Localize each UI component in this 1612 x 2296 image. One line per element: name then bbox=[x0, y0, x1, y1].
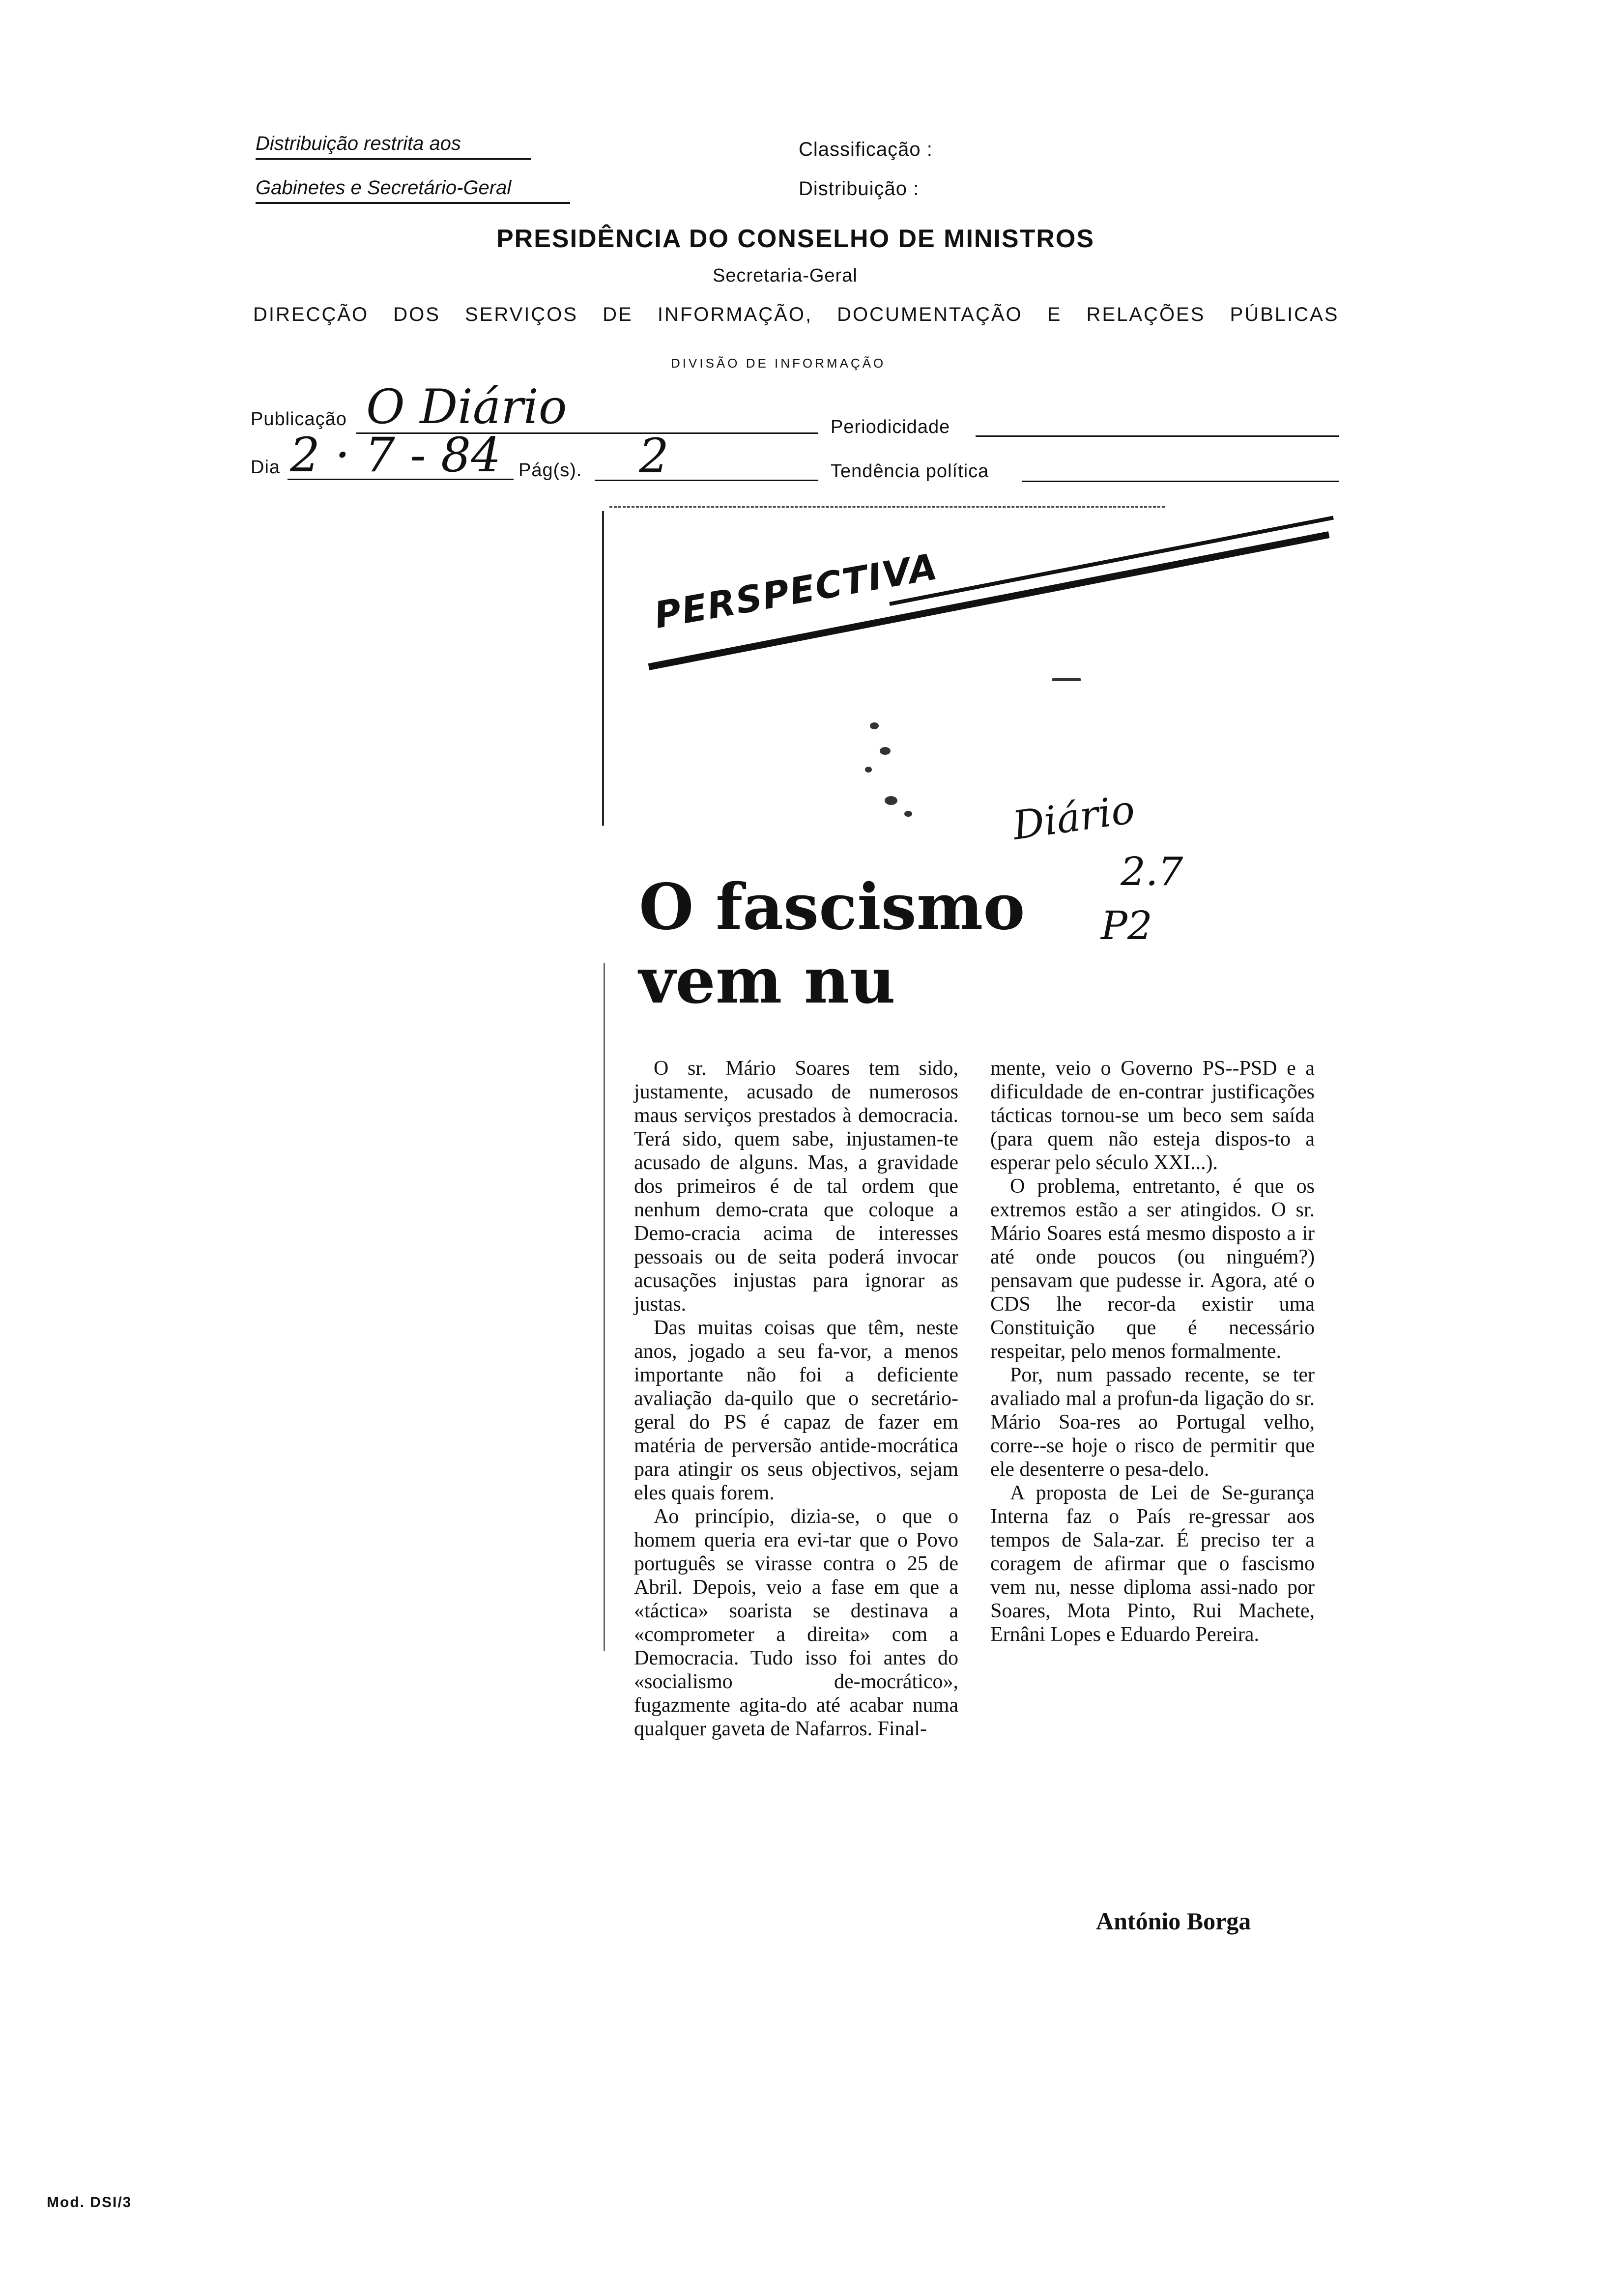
article-paragraph: Ao princípio, dizia-se, o que o homem queria era evi-tar que o Povo português se virasse contra o 25 de Abril. Depois, veio a fase em que a «táctica» soarista se destinava a «comprometer a direita» com a Democracia. Tudo isso foi antes do «socialismo de-mocrático», fugazmente agita-do até acabar numa qualquer gaveta de Nafarros. Final- bbox=[634, 1505, 958, 1740]
classification-label: Classificação : bbox=[799, 139, 933, 160]
article-paragraph: O sr. Mário Soares tem sido, justamente, acusado de numerosos maus serviços prestados à democracia. Terá sido, quem sabe, injustamen-te acusado de alguns. Mas, a gravidade dos primeiros é de tal ordem que nenhum demo-crata que coloque a Demo-cracia acima de interesses pessoais ou de seita poderá invocar acusações injustas para ignorar as justas. bbox=[634, 1057, 958, 1316]
article-paragraph: Das muitas coisas que têm, neste anos, jogado a seu fa-vor, a menos importante não foi a deficiente avaliação da-quilo que o secretário-geral do PS é capaz de fazer em matéria de perversão antide-mocrática para atingir os seus objectivos, sejam eles quais forem. bbox=[634, 1317, 958, 1504]
tendency-label: Tendência política bbox=[831, 461, 989, 482]
clipping-left-border-lower bbox=[604, 963, 605, 1651]
clipping-top-border bbox=[609, 506, 1165, 508]
headline-line2: vem nu bbox=[639, 944, 895, 1018]
pages-line bbox=[595, 480, 818, 481]
publication-label: Publicação bbox=[251, 409, 347, 430]
day-label: Dia bbox=[251, 457, 281, 478]
periodicity-label: Periodicidade bbox=[831, 417, 950, 437]
article-paragraph: A proposta de Lei de Se-gurança Interna faz o País re-gressar aos tempos de Sala-zar. É preciso ter a coragem de afirmar que o fascismo vem nu, nesse diploma assi-nado por Soares, Mota Pinto, Rui Machete, Ernâni Lopes e Eduardo Pereira. bbox=[990, 1482, 1315, 1646]
print-speck bbox=[885, 796, 897, 805]
handwritten-note-line2: 2.7 bbox=[1121, 849, 1183, 894]
tendency-line bbox=[1022, 481, 1339, 482]
distribution-label: Distribuição : bbox=[799, 178, 920, 200]
handwritten-note-line1: Diário bbox=[1009, 786, 1138, 849]
headline-line1: O fascismo bbox=[639, 870, 1025, 944]
handwritten-note-line3: P2 bbox=[1101, 903, 1152, 948]
restricted-distribution-line2: Gabinetes e Secretário-Geral bbox=[256, 177, 570, 204]
pages-handwritten-value: 2 bbox=[639, 429, 669, 484]
print-speck bbox=[865, 767, 872, 773]
print-speck bbox=[904, 811, 912, 817]
clipping-left-border bbox=[602, 511, 604, 826]
print-speck bbox=[880, 747, 891, 755]
publication-handwritten-value: O Diário bbox=[366, 379, 567, 434]
print-speck bbox=[870, 722, 879, 729]
article-paragraph: Por, num passado recente, se ter avaliado mal a profun-da ligação do sr. Mário Soa-res ao Portugal velho, corre--se hoje o risco de permitir que ele desenterre o pesa-delo. bbox=[990, 1364, 1315, 1481]
article-paragraph: O problema, entretanto, é que os extremos estão a ser atingidos. O sr. Mário Soares está mesmo disposto a ir até onde poucos (ou ninguém?) pensavam que pudesse ir. Agora, até o CDS lhe recor-da existir uma Constituição que é necessário respeitar, pelo menos formalmente. bbox=[990, 1175, 1315, 1363]
pages-label: Pág(s). bbox=[518, 460, 582, 481]
division-title: DIVISÃO DE INFORMAÇÃO bbox=[671, 356, 886, 371]
directorate-title: DIRECÇÃO DOS SERVIÇOS DE INFORMAÇÃO, DOCUMENTAÇÃO E RELAÇÕES PÚBLICAS bbox=[253, 304, 1339, 325]
article-column-1 bbox=[634, 1057, 958, 1741]
organization-title: PRESIDÊNCIA DO CONSELHO DE MINISTROS bbox=[496, 225, 1095, 253]
secretariat-title: Secretaria-Geral bbox=[713, 265, 858, 286]
article-paragraph: mente, veio o Governo PS--PSD e a dificuldade de en-contrar justificações tácticas tornou-se um beco sem saída (para quem não esteja dispos-to a esperar pelo século XXI...). bbox=[990, 1057, 1315, 1174]
day-handwritten-value: 2 · 7 - 84 bbox=[290, 428, 501, 483]
periodicity-line bbox=[976, 435, 1339, 437]
section-banner: PERSPECTIVA bbox=[651, 545, 941, 637]
article-column-2 bbox=[990, 1057, 1315, 1646]
article-author: António Borga bbox=[1096, 1907, 1251, 1935]
restricted-distribution-line1: Distribuição restrita aos bbox=[256, 133, 531, 160]
print-speck bbox=[1052, 678, 1081, 681]
banner-rule-upper bbox=[889, 516, 1334, 606]
form-code: Mod. DSI/3 bbox=[47, 2194, 132, 2210]
